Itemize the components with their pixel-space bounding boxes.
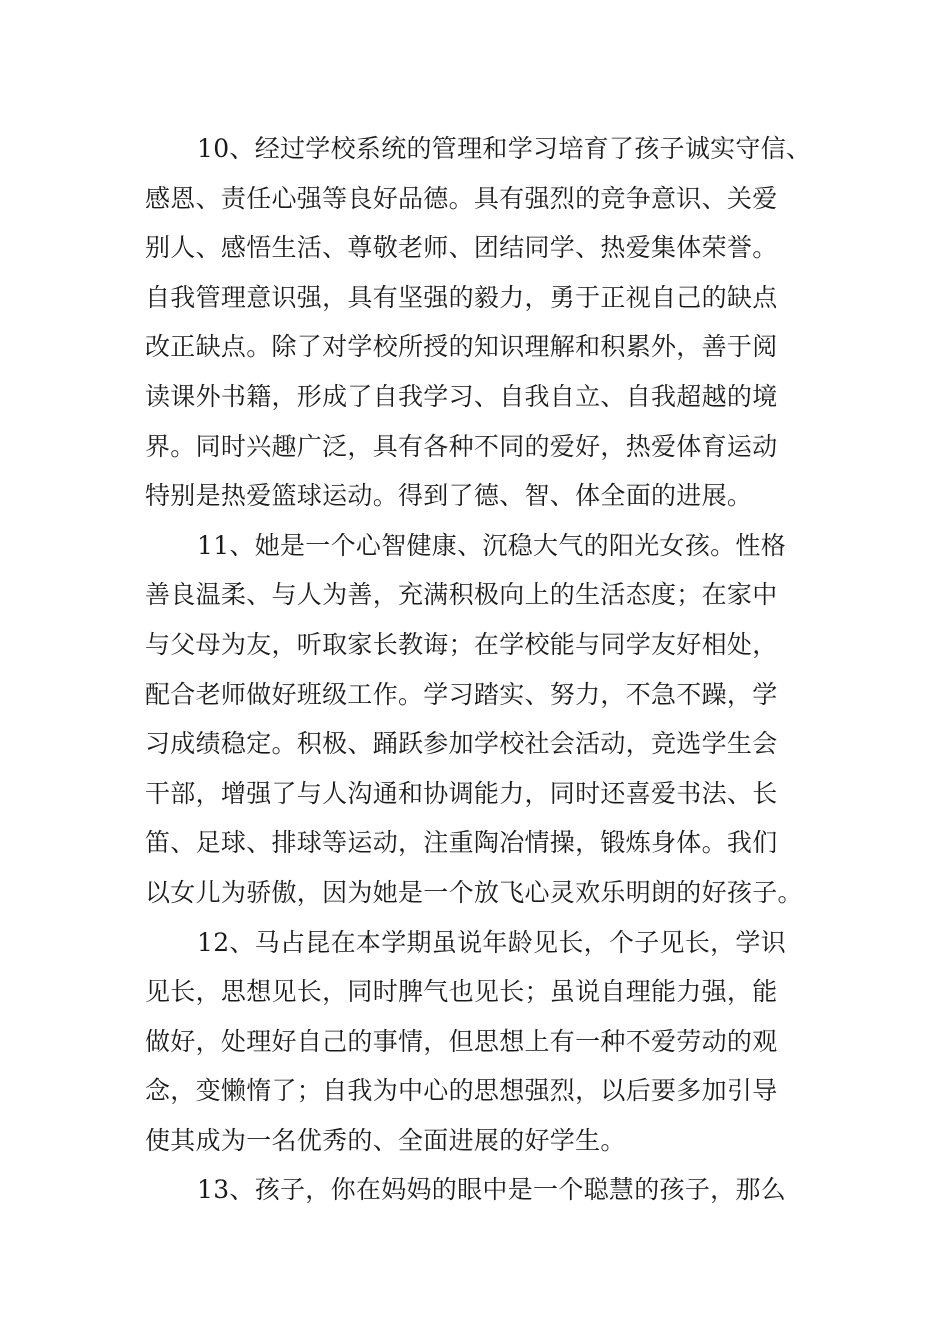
text-line: 配合老师做好班级工作。学习踏实、努力，不急不躁，学 xyxy=(145,679,778,709)
text-line: 与父母为友，听取家长教诲；在学校能与同学友好相处， xyxy=(145,629,778,659)
paragraph-11 xyxy=(145,521,810,918)
text-line: 感恩、责任心强等良好品德。具有强烈的竞争意识、关爱 xyxy=(145,183,778,213)
text-line: 别人、感悟生活、尊敬老师、团结同学、热爱集体荣誉。 xyxy=(145,233,778,263)
text-line: 善良温柔、与人为善，充满积极向上的生活态度；在家中 xyxy=(145,580,778,610)
text-line: 做好，处理好自己的事情，但思想上有一种不爱劳动的观 xyxy=(145,1026,778,1056)
document-page xyxy=(145,124,810,1215)
text-line: 12、马占昆在本学期虽说年龄见长，个子见长，学识 xyxy=(197,927,787,957)
text-line: 使其成为一名优秀的、全面进展的好学生。 xyxy=(145,1125,626,1155)
text-line: 干部，增强了与人沟通和协调能力，同时还喜爱书法、长 xyxy=(145,778,778,808)
text-line: 13、孩子，你在妈妈的眼中是一个聪慧的孩子，那么 xyxy=(197,1175,787,1205)
text-line: 以女儿为骄傲，因为她是一个放飞心灵欢乐明朗的好孩子。 xyxy=(145,877,803,907)
text-line: 见长，思想见长，同时脾气也见长；虽说自理能力强，能 xyxy=(145,977,778,1007)
text-line: 读课外书籍，形成了自我学习、自我自立、自我超越的境 xyxy=(145,381,778,411)
text-line: 界。同时兴趣广泛，具有各种不同的爱好，热爱体育运动 xyxy=(145,431,778,461)
paragraph-10 xyxy=(145,124,810,521)
text-line: 11、她是一个心智健康、沉稳大气的阳光女孩。性格 xyxy=(197,530,787,560)
text-line: 自我管理意识强，具有坚强的毅力，勇于正视自己的缺点 xyxy=(145,282,778,312)
text-line: 改正缺点。除了对学校所授的知识理解和积累外，善于阅 xyxy=(145,332,778,362)
text-line: 特别是热爱篮球运动。得到了德、智、体全面的进展。 xyxy=(145,481,753,511)
text-line: 念，变懒惰了；自我为中心的思想强烈，以后要多加引导 xyxy=(145,1076,778,1106)
text-line: 习成绩稳定。积极、踊跃参加学校社会活动，竞选学生会 xyxy=(145,729,778,759)
text-line: 10、经过学校系统的管理和学习培育了孩子诚实守信、 xyxy=(197,134,812,163)
paragraph-13 xyxy=(145,1165,810,1215)
text-line: 笛、足球、排球等运动，注重陶冶情操，锻炼身体。我们 xyxy=(145,828,778,858)
paragraph-12 xyxy=(145,918,810,1166)
